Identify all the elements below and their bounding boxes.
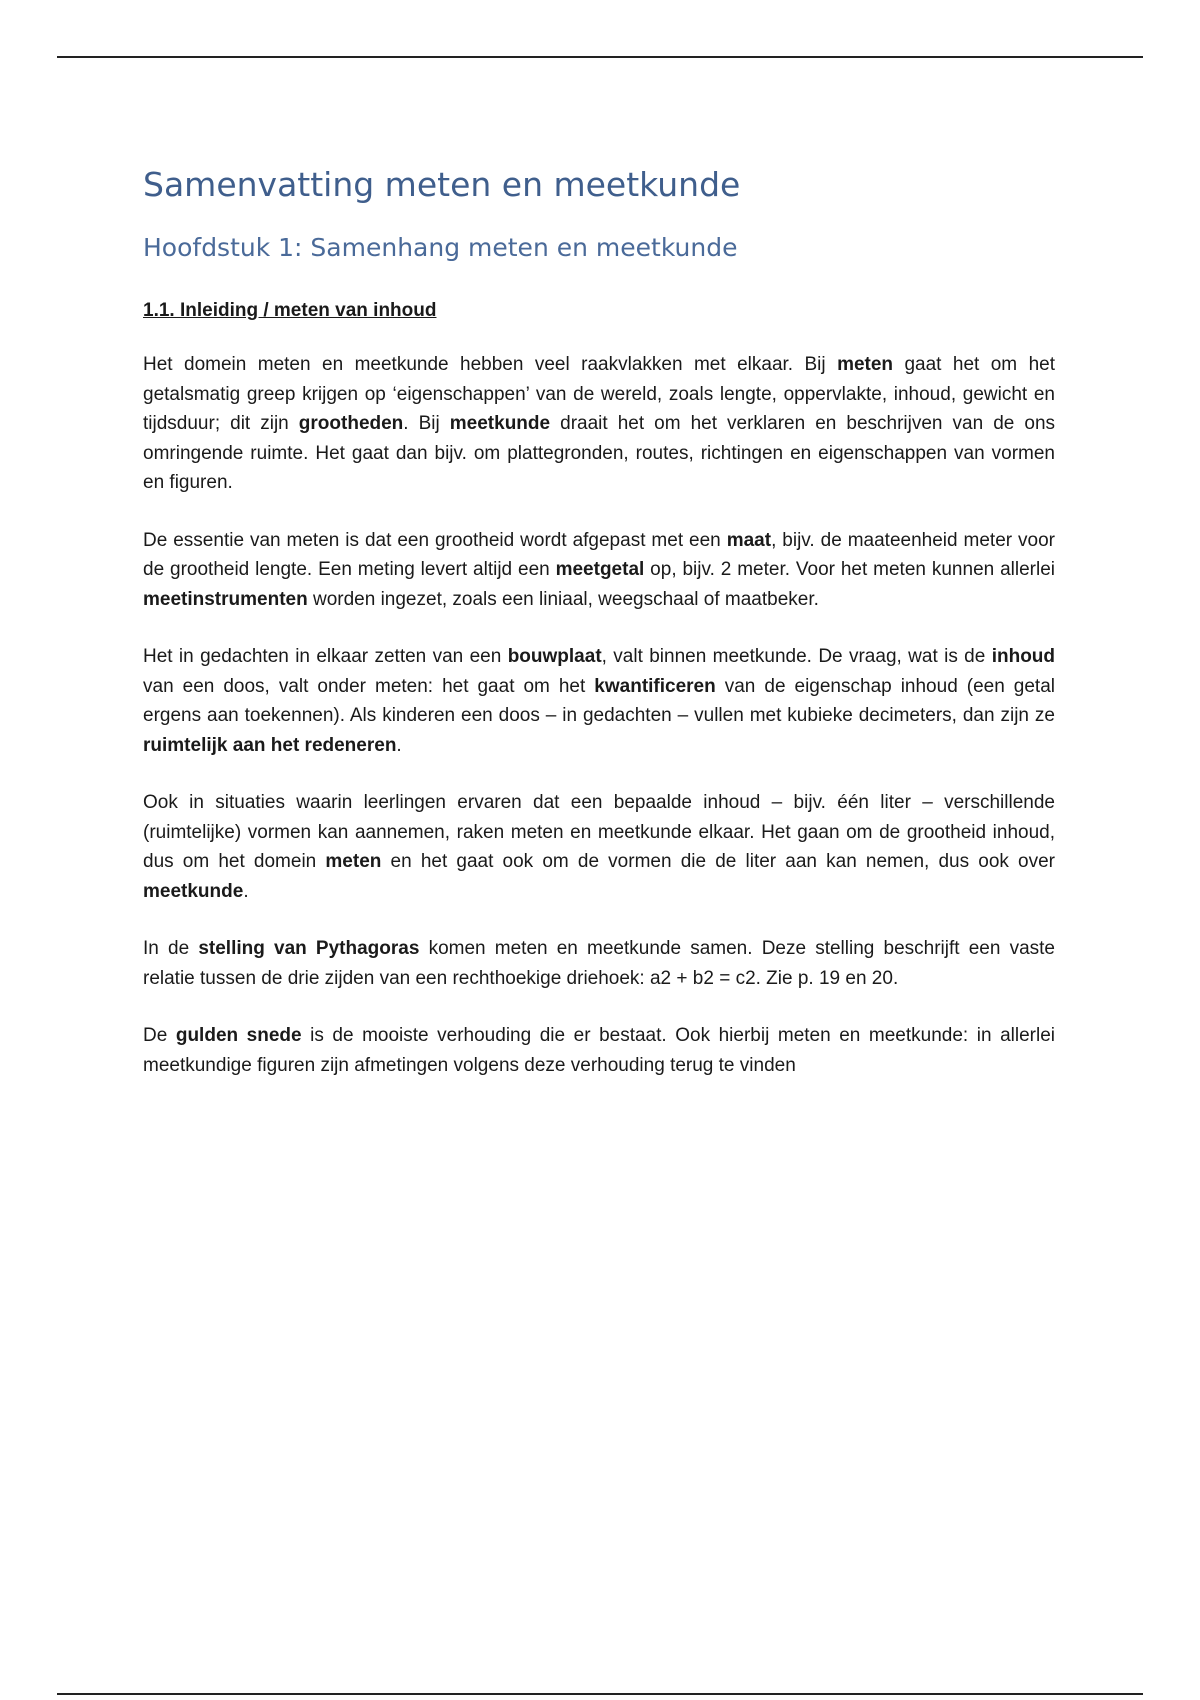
page-header-rule (57, 56, 1143, 58)
section-heading: 1.1. Inleiding / meten van inhoud (143, 300, 437, 321)
text-segment: op, bijv. 2 meter. Voor het meten kunnen allerlei (644, 559, 1055, 580)
bold-term: meetinstrumenten (143, 588, 308, 610)
paragraph-pythagoras (143, 934, 1055, 993)
text-segment: . (243, 880, 249, 902)
text-segment: . (396, 734, 402, 756)
bold-term: kwantificeren (594, 675, 716, 697)
document-title: Samenvatting meten en meetkunde (143, 165, 741, 204)
text-segment: , bijv. de maateenheid meter voor de grootheid lengte. Een meting levert altijd een (143, 529, 1055, 580)
text-segment: komen meten en meetkunde samen. Deze stelling beschrijft een vaste relatie tussen de drie zijden van een rechthoekige driehoek: a2 + b2 = c2. Zie p. 19 en 20. (143, 938, 1055, 989)
text-segment: worden ingezet, zoals een liniaal, weegschaal of maatbeker. (307, 588, 819, 610)
bold-term: meetgetal (555, 559, 645, 580)
text-segment: en het gaat ook om de vormen die de liter aan kan nemen, dus ook over (381, 851, 1056, 872)
text-segment: Ook in situaties waarin leerlingen ervaren dat een bepaalde inhoud – bijv. één liter – verschillende (ruimtelijke) vormen kan aannemen, raken meten en meetkunde elkaar. Het gaan om de grootheid inhoud, dus om het domein (143, 792, 1055, 872)
text-segment: . Bij (403, 413, 450, 434)
bold-term: bouwplaat (507, 646, 602, 667)
bold-term: meten (837, 354, 894, 375)
paragraph-golden-ratio (143, 1021, 1055, 1080)
bold-term: gulden snede (175, 1025, 302, 1046)
page-footer-rule (57, 1693, 1143, 1695)
bold-term: meten (325, 851, 382, 872)
bold-term: meetkunde (449, 413, 551, 434)
text-segment: Het domein meten en meetkunde hebben veel raakvlakken met elkaar. Bij (143, 354, 838, 375)
document-body (143, 160, 1055, 1080)
chapter-title: Hoofdstuk 1: Samenhang meten en meetkunde (143, 233, 738, 262)
bold-term: meetkunde (143, 880, 244, 902)
text-segment: gaat het om het getalsmatig greep krijgen op ‘eigenschappen’ van de wereld, zoals lengte, oppervlakte, inhoud, gewicht en tijdsduur; dit zijn (143, 354, 1055, 434)
bold-term: grootheden (298, 413, 404, 434)
bold-term: maat (726, 529, 772, 551)
bold-term: ruimtelijk aan het redeneren (143, 734, 397, 756)
text-segment: De essentie van meten is dat een grootheid wordt afgepast met een (143, 529, 727, 551)
text-segment: draait het om het verklaren en beschrijven van de ons omringende ruimte. Het gaat dan bijv. om plattegronden, routes, richtingen en eigenschappen van vormen en figuren. (143, 413, 1056, 493)
paragraph-domain-intro (143, 350, 1055, 498)
paragraph-essence-of-measuring (143, 526, 1055, 615)
text-segment: is de mooiste verhouding die er bestaat. Ook hierbij meten en meetkunde: in allerlei meetkundige figuren zijn afmetingen volgens deze verhouding terug te vinden (143, 1025, 1055, 1076)
paragraph-bouwplaat (143, 642, 1055, 760)
text-segment: van de eigenschap inhoud (een getal ergens aan toekennen). Als kinderen een doos – in gedachten – vullen met kubieke decimeters, dan zijn ze (143, 675, 1055, 726)
text-segment: De (143, 1025, 176, 1046)
paragraph-liter-shapes (143, 788, 1055, 906)
text-segment: In de (143, 938, 199, 959)
bold-term: stelling van Pythagoras (198, 938, 420, 959)
bold-term: inhoud (991, 646, 1056, 667)
text-segment: van een doos, valt onder meten: het gaat om het (143, 675, 595, 697)
text-segment: Het in gedachten in elkaar zetten van een (143, 646, 508, 667)
text-segment: , valt binnen meetkunde. De vraag, wat is de (601, 646, 992, 667)
